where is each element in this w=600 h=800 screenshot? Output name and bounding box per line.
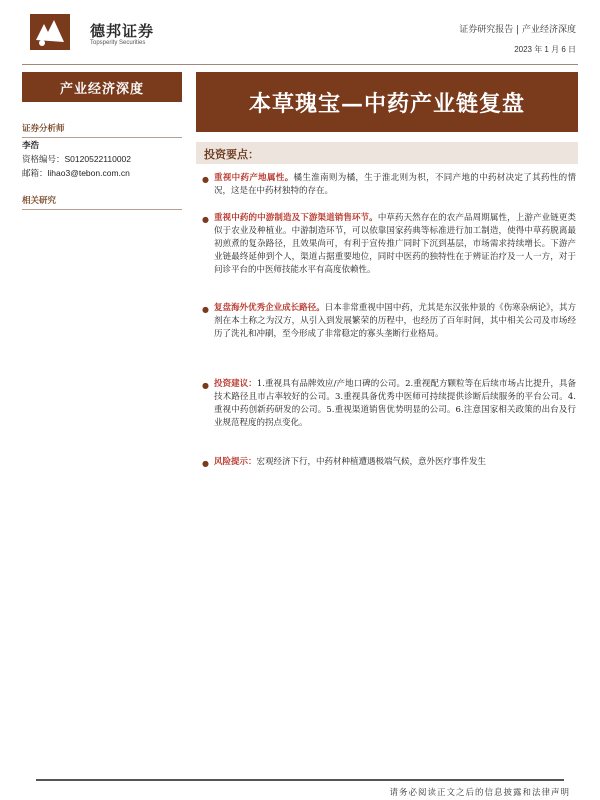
report-date: 2023 年 1 月 6 日 [514, 45, 576, 54]
list-item [202, 172, 576, 198]
brand-logo-icon [30, 14, 70, 50]
analyst-name: 李浩 [22, 141, 40, 151]
header-meta [459, 22, 576, 55]
email-label: 邮箱： [22, 169, 48, 179]
bullet-icon: ● [202, 459, 209, 468]
key-points-heading: 投资要点： [204, 148, 259, 161]
bullet-text: 中草药天然存在的农产品周期属性，上游产业链更类似于农业及种植业。中游制造环节，可以依靠国家药典等标准进行加工制造，使得中草药脱离最初煎煮的复杂路径，且效果尚可，有利于宣传推广同时下沉到基层，市场需求持续增长。下游产业链最终延伸到个人，渠道占据重要地位，同时中医药的独特性在于辨证治疗及一人一方，对于问诊平台的中医师技能水平有高度依赖性。 [214, 213, 576, 275]
analyst-email[interactable]: lihao3@tebon.com.cn [47, 168, 130, 178]
brand-name-en: Topsperity Securities [90, 40, 146, 46]
related-section-header [22, 194, 182, 210]
list-item [202, 456, 576, 469]
list-item [202, 212, 576, 277]
bullet-text: 橘生淮南则为橘，生于淮北则为枳，不同产地的中药材决定了其药性的情况，这是在中药材独特的存在。 [214, 173, 576, 196]
analyst-info [22, 140, 131, 181]
bullet-lead: 重视中药的中游制造及下游渠道销售环节。 [214, 213, 378, 223]
bullet-lead: 复盘海外优秀企业成长路径。 [214, 303, 325, 313]
category-banner: 产业经济深度 [22, 72, 182, 102]
related-rule [22, 209, 182, 210]
footer-disclaimer[interactable]: 请务必阅读正文之后的信息披露和法律声明 [389, 788, 570, 798]
bullet-lead: 投资建议： [214, 379, 257, 389]
analyst-heading: 证券分析师 [22, 124, 65, 134]
bullet-lead: 重视中药产地属性。 [214, 173, 294, 183]
footer-divider [36, 779, 564, 781]
bullet-text: 宏观经济下行，中药材种植遭遇极端气候，意外医疗事件发生 [256, 457, 487, 467]
cert-number: S0120522110002 [64, 154, 132, 164]
bullet-icon: ● [202, 175, 209, 184]
related-heading: 相关研究 [22, 196, 57, 206]
bullet-icon: ● [202, 215, 209, 224]
list-item [202, 378, 576, 430]
bullet-icon: ● [202, 305, 209, 314]
report-category: 证券研究报告 | 产业经济深度 [459, 25, 576, 35]
bullet-text: 日本非常重视中国中药，尤其是东汉张仲景的《伤寒杂病论》，其方剂在本土称之为汉方，从引入到发展繁荣的历程中，也经历了百年时间，其中相关公司及市场经历了洗礼和冲刷，至今形成了非常稳定的寡头垄断行业格局。 [214, 303, 576, 339]
list-item [202, 302, 576, 341]
analyst-rule [22, 137, 182, 138]
analyst-section-header [22, 122, 182, 138]
bullet-lead: 风险提示： [214, 457, 257, 467]
bullet-icon: ● [202, 381, 209, 390]
bullet-text: 1.重视具有品牌效应/产地口碑的公司。2.重视配方颗粒等在后续市场占比提升，具备技术路径且市占率较好的公司。3.重视具备优秀中医师可持续提供诊断后续服务的平台公司。4.重视中药创新药研发的公司。5.重视渠道销售优势明显的公司。6.注意国家相关政策的出台及行业规范程度的拐点变化。 [214, 379, 576, 428]
cert-label: 资格编号： [22, 155, 65, 165]
header-divider [22, 64, 578, 65]
key-points-bar [196, 142, 578, 164]
page-title: 本草瑰宝—中药产业链复盘 [196, 72, 578, 132]
brand-name: 德邦证券 [90, 22, 155, 40]
